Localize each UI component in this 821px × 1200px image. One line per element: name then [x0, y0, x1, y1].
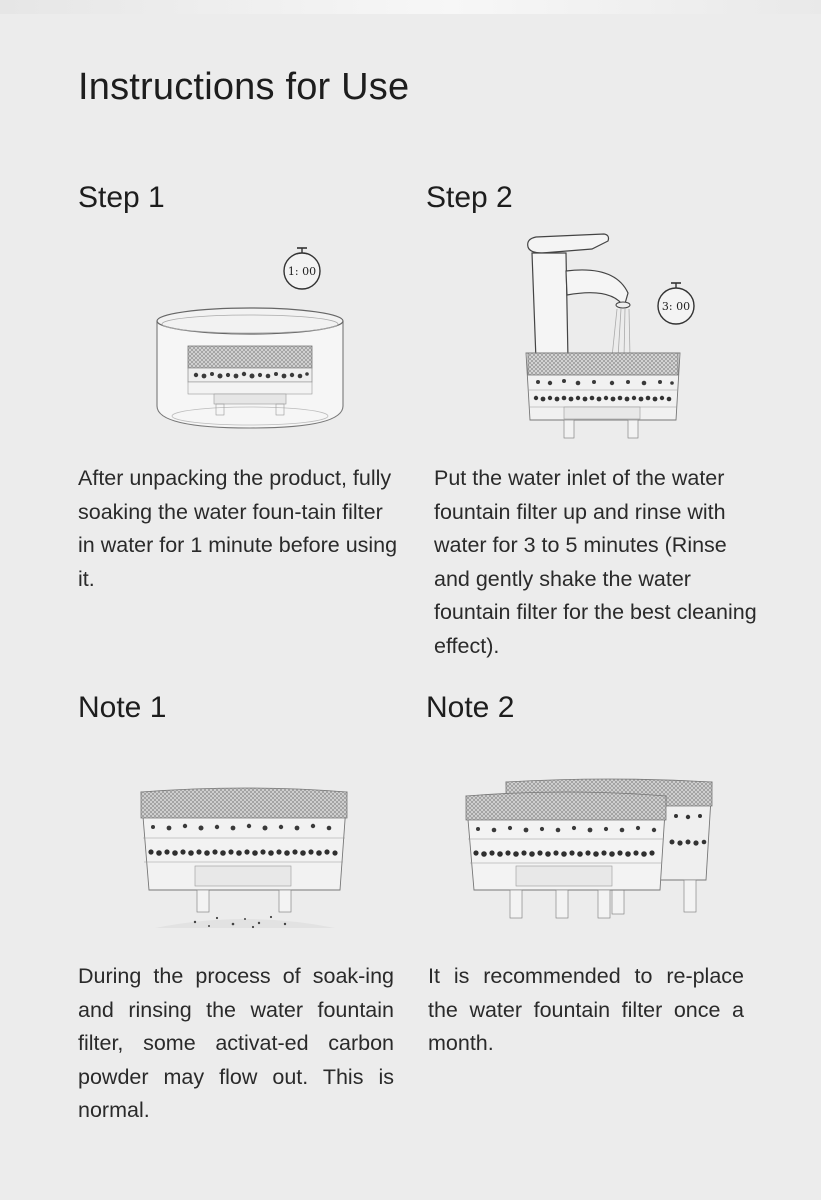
- timer-icon: [284, 248, 320, 289]
- step-2-timer-label: 3: 00: [661, 300, 691, 313]
- page-title: Instructions for Use: [78, 66, 410, 108]
- note-2-heading: Note 2: [426, 691, 515, 724]
- note-2-text: It is recommended to re-place the water fountain filter once a month.: [428, 964, 744, 1055]
- carbon-powder-icon: [155, 916, 335, 928]
- filter-icon: [141, 788, 347, 912]
- replace-filter-illustration: [462, 776, 717, 926]
- step-1-heading: Step 1: [78, 181, 165, 214]
- note-1-heading: Note 1: [78, 691, 167, 724]
- rinsing-faucet-illustration: [520, 225, 710, 450]
- faucet-icon: [528, 234, 630, 360]
- top-sheen: [0, 0, 821, 14]
- water-stream-icon: [612, 309, 630, 357]
- step-2-text: Put the water inlet of the water fountain filter up and rinse with water for 3 to 5 minutes (Rinse and gently shake the water fountain filter for the best cleaning effect).: [434, 466, 757, 658]
- timer-icon: [658, 283, 694, 324]
- step-1-timer-label: 1: 00: [287, 265, 317, 278]
- soaking-bowl-illustration: [140, 238, 360, 438]
- front-filter-icon: [466, 792, 666, 918]
- filter-icon: [526, 353, 680, 438]
- note-1-text: During the process of soak-ing and rinsing the water fountain filter, some activat-ed carbon powder may flow out. This is normal.: [78, 964, 394, 1122]
- step-1-text: After unpacking the product, fully soaking the water foun-tain filter in water for 1 minute before using it.: [78, 466, 398, 591]
- step-2-heading: Step 2: [426, 181, 513, 214]
- carbon-powder-illustration: [135, 780, 360, 930]
